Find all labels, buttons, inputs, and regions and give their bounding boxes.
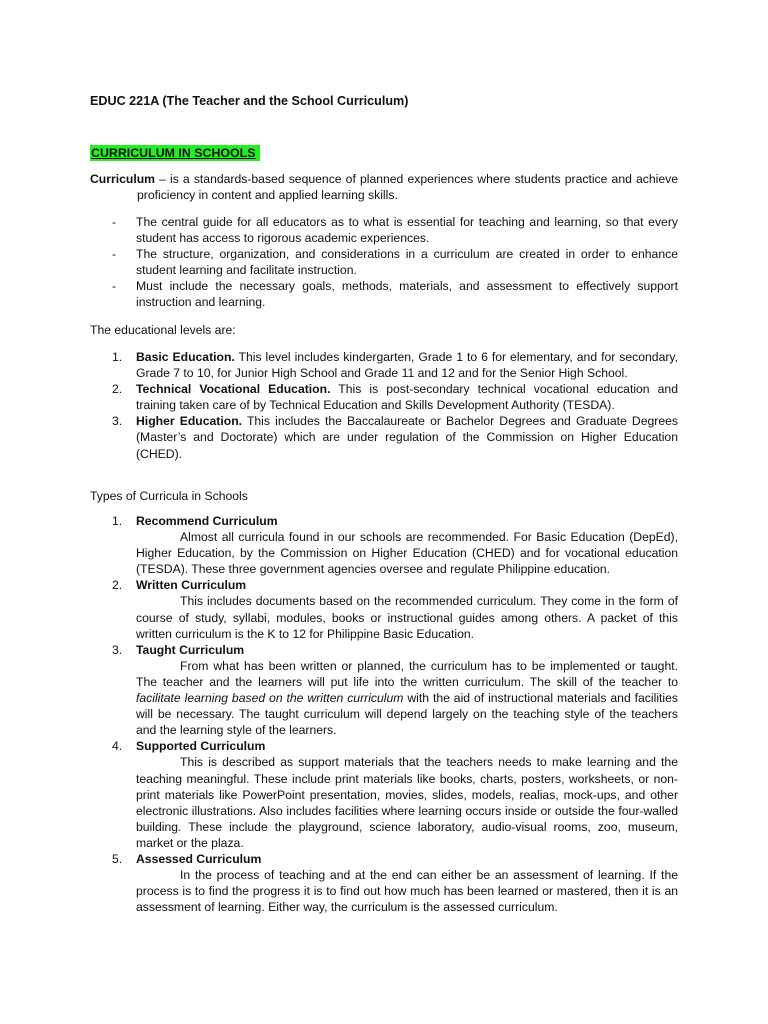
type-heading: Supported Curriculum bbox=[136, 739, 266, 754]
list-item: 5. Assessed Curriculum In the process of teaching and at the end can either be an assessment of learning. If the process is to find the progress it is to find out how much has been learned or mastered, then it is an assessment of learning. Either way, the curriculum is the assessed curriculum. bbox=[112, 851, 678, 915]
definition-text: – is a standards-based sequence of planned experiences where students practice and achieve proficiency in content and applied learning skills. bbox=[137, 172, 678, 203]
levels-intro: The educational levels are: bbox=[90, 323, 236, 337]
list-item: 1. Recommend Curriculum Almost all curricula found in our schools are recommended. For Basic Education (DepEd), Higher Education, by the Commission on Higher Education (CHED) and for vocational education (TESDA). These three government agencies oversee and regulate Philippine education. bbox=[112, 514, 678, 577]
levels-list bbox=[112, 349, 678, 462]
document-title: EDUC 221A (The Teacher and the School Curriculum) bbox=[90, 94, 409, 108]
list-item: - The structure, organization, and considerations in a curriculum are created in order to enhance student learning and facilitate instruction. bbox=[112, 247, 678, 278]
type-description: Almost all curricula found in our schools are recommended. For Basic Education (DepEd), Higher Education, by the Commission on Higher Education (CHED) and for vocational education (TESDA). These three government agencies oversee and regulate Philippine education. bbox=[136, 530, 678, 577]
list-item: - The central guide for all educators as to what is essential for teaching and learning, so that every student has access to rigorous academic experiences. bbox=[112, 215, 678, 246]
curriculum-definition bbox=[90, 171, 678, 203]
list-item: - Must include the necessary goals, methods, materials, and assessment to effectively support instruction and learning. bbox=[112, 279, 678, 310]
type-heading: Taught Curriculum bbox=[136, 642, 245, 657]
emphasis-text: facilitate learning based on the written curriculum bbox=[136, 691, 404, 706]
list-item: 3. Taught Curriculum From what has been written or planned, the curriculum has to be implemented or taught. The teacher and the learners will put life into the written curriculum. The skill of the teacher to facilitate learning based on the written curriculum with the aid of instructional materials and facilities will be necessary. The taught curriculum will depend largely on the teaching style of the teachers and the learning style of the learners. bbox=[112, 642, 678, 738]
type-description: This includes documents based on the recommended curriculum. They come in the form of course of study, syllabi, modules, books or instructional guides among others. A packet of this written curriculum is the K to 12 for Philippine Basic Education. bbox=[136, 594, 678, 641]
list-item: 4. Supported Curriculum This is described as support materials that the teachers needs to make learning and the teaching meaningful. These include print materials like books, charts, posters, worksheets, or non-print materials like PowerPoint presentation, movies, slides, models, realias, mock-ups, and other electronic illustrations. Also includes facilities where learning occurs inside or outside the four-walled building. These include the playground, science laboratory, audio-visual rooms, zoo, museum, market or the plaza. bbox=[112, 739, 678, 850]
list-item: 1. Basic Education. This level includes kindergarten, Grade 1 to 6 for elementary, and for secondary, Grade 7 to 10, for Junior High School and Grade 11 and 12 and for the Senior High School. bbox=[112, 350, 678, 381]
section-heading: CURRICULUM IN SCHOOLS bbox=[90, 145, 260, 161]
list-item: 3. Higher Education. This includes the Baccalaureate or Bachelor Degrees and Graduate Degrees (Master’s and Doctorate) which are under regulation of the Commission on Higher Education (CHED). bbox=[112, 414, 678, 461]
dash-list bbox=[112, 214, 678, 311]
type-heading: Assessed Curriculum bbox=[136, 851, 262, 866]
types-intro: Types of Curricula in Schools bbox=[90, 489, 248, 503]
type-description: This is described as support materials that the teachers needs to make learning and the teaching meaningful. These include print materials like books, charts, posters, worksheets, or non-print materials like PowerPoint presentation, movies, slides, models, realias, mock-ups, and other electronic illustrations. Also includes facilities where learning occurs inside or outside the four-walled building. These include the playground, science laboratory, audio-visual rooms, zoo, museum, market or the plaza. bbox=[136, 755, 678, 850]
type-heading: Recommend Curriculum bbox=[136, 514, 278, 528]
types-list bbox=[112, 513, 678, 915]
definition-term: Curriculum bbox=[90, 172, 156, 186]
type-description: From what has been written or planned, the curriculum has to be implemented or taught. The teacher and the learners will put life into the written curriculum. The skill of the teacher to facilitate learning based on the written curriculum with the aid of instructional materials and facilities will be necessary. The taught curriculum will depend largely on the teaching style of the teachers and the learning style of the learners. bbox=[136, 658, 678, 738]
list-item: 2. Written Curriculum This includes documents based on the recommended curriculum. They come in the form of course of study, syllabi, modules, books or instructional guides among others. A packet of this written curriculum is the K to 12 for Philippine Basic Education. bbox=[112, 578, 678, 641]
type-description: In the process of teaching and at the end can either be an assessment of learning. If the process is to find the progress it is to find out how much has been learned or mastered, then it is an assessment of learning. Either way, the curriculum is the assessed curriculum. bbox=[136, 868, 678, 915]
type-heading: Written Curriculum bbox=[136, 578, 247, 593]
list-item: 2. Technical Vocational Education. This is post-secondary technical vocational education and training taken care of by Technical Education and Skills Development Authority (TESDA). bbox=[112, 382, 678, 413]
